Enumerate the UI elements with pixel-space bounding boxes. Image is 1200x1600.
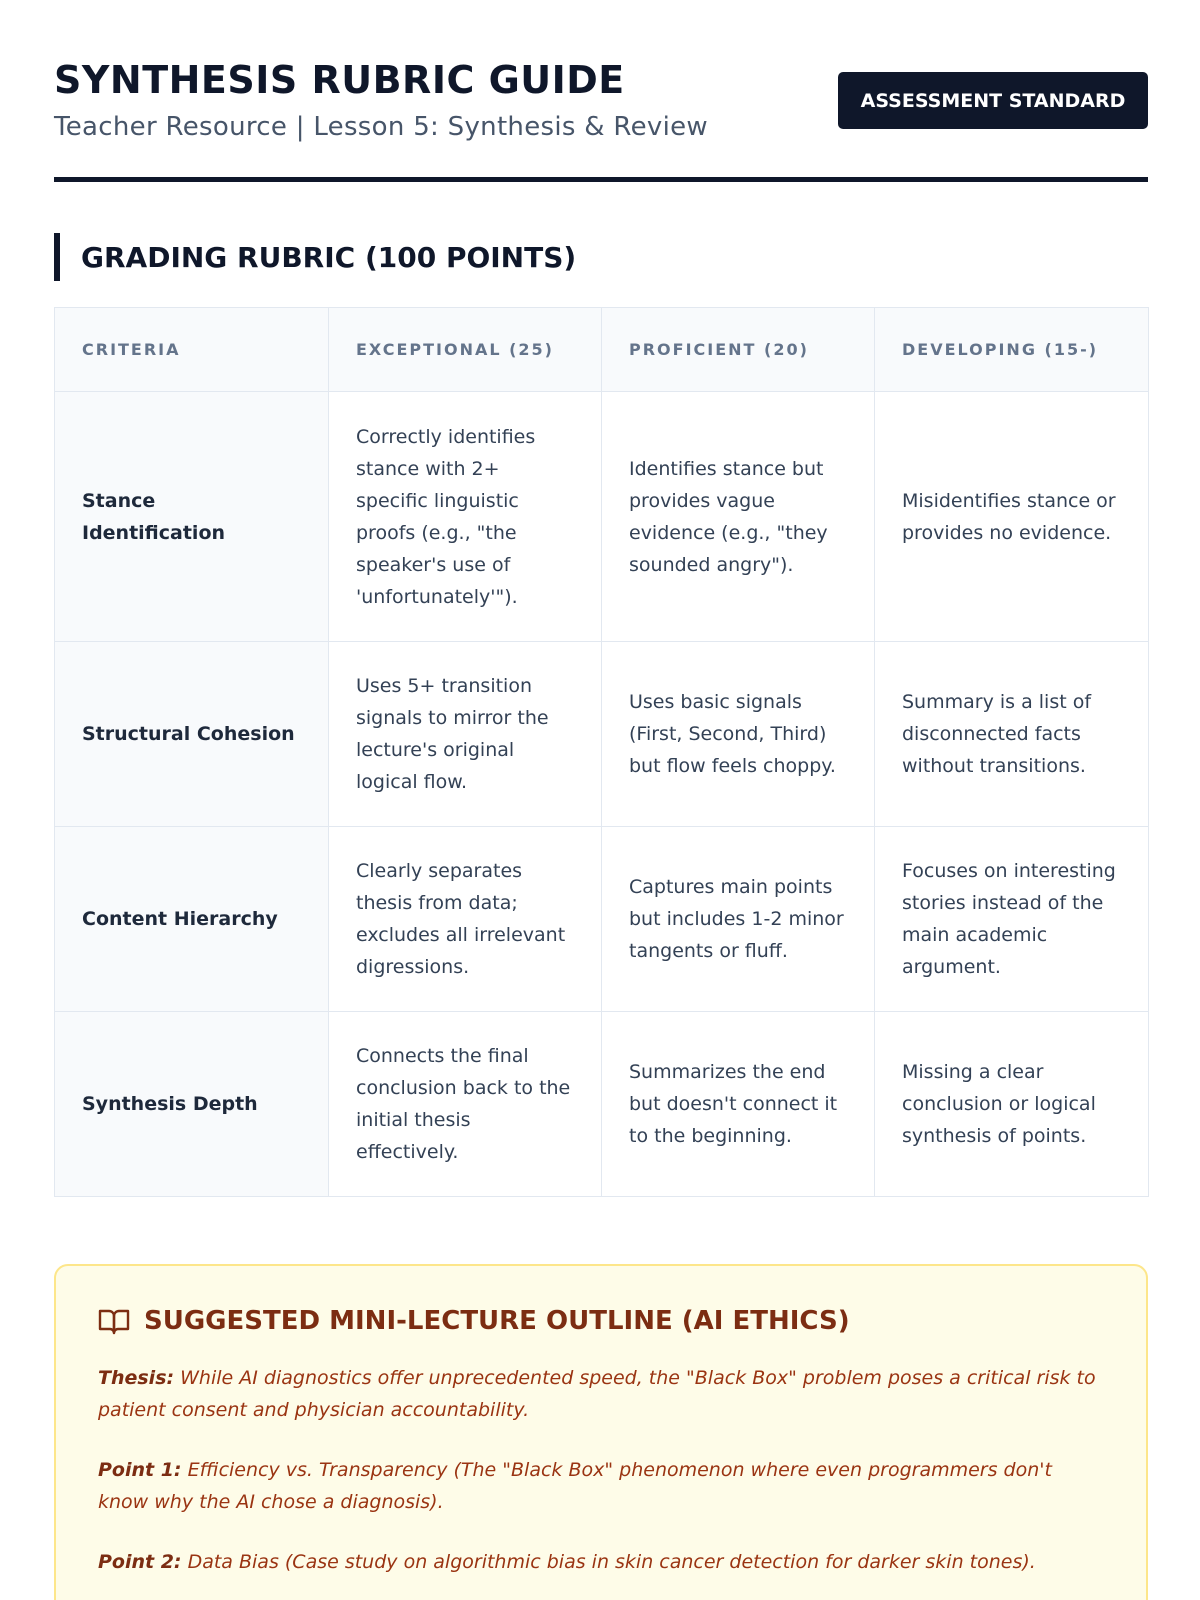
developing-cell: Missing a clear conclusion or logical synthesis of points. [875, 1012, 1149, 1197]
developing-cell: Focuses on interesting stories instead of the main academic argument. [875, 827, 1149, 1012]
outline-title: SUGGESTED MINI-LECTURE OUTLINE (AI ETHICS) [144, 1306, 850, 1336]
grading-rubric-table [54, 307, 1149, 1197]
column-header-criteria: CRITERIA [55, 308, 329, 392]
developing-cell: Summary is a list of disconnected facts without transitions. [875, 642, 1149, 827]
section-title: GRADING RUBRIC (100 POINTS) [81, 240, 577, 274]
table-row [55, 392, 1149, 642]
outline-item-label: Point 2: [98, 1551, 182, 1573]
outline-item-text: Data Bias (Case study on algorithmic bias in skin cancer detection for darker skin tones). [181, 1551, 1036, 1573]
developing-cell: Misidentifies stance or provides no evidence. [875, 392, 1149, 642]
proficient-cell: Identifies stance but provides vague evidence (e.g., "they sounded angry"). [602, 392, 875, 642]
outline-item-point-2 [98, 1546, 1106, 1578]
mini-lecture-outline-box [54, 1264, 1148, 1600]
rubric-section-heading [54, 233, 576, 281]
column-header-developing: DEVELOPING (15-) [875, 308, 1149, 392]
table-row [55, 642, 1149, 827]
assessment-standard-badge: ASSESSMENT STANDARD [838, 72, 1148, 129]
proficient-cell: Captures main points but includes 1-2 minor tangents or fluff. [602, 827, 875, 1012]
outline-item-label: Thesis: [98, 1367, 175, 1389]
criteria-cell: Content Hierarchy [55, 827, 329, 1012]
outline-item-point-1 [98, 1454, 1106, 1518]
exceptional-cell: Connects the final conclusion back to the initial thesis effectively. [329, 1012, 602, 1197]
criteria-cell: Structural Cohesion [55, 642, 329, 827]
exceptional-cell: Clearly separates thesis from data; excludes all irrelevant digressions. [329, 827, 602, 1012]
table-header-row [55, 308, 1149, 392]
column-header-exceptional: EXCEPTIONAL (25) [329, 308, 602, 392]
outline-item-thesis [98, 1362, 1106, 1426]
criteria-cell: Synthesis Depth [55, 1012, 329, 1197]
proficient-cell: Uses basic signals (First, Second, Third) but flow feels choppy. [602, 642, 875, 827]
table-row [55, 1012, 1149, 1197]
section-accent-bar [54, 233, 60, 281]
outline-item-text: While AI diagnostics offer unprecedented speed, the "Black Box" problem poses a critical risk to patient consent and physician accountability. [98, 1367, 1096, 1421]
table-row [55, 827, 1149, 1012]
outline-item-text: Efficiency vs. Transparency (The "Black Box" phenomenon where even programmers don't know why the AI chose a diagnosis). [98, 1459, 1052, 1513]
page [54, 0, 1148, 1573]
outline-heading [98, 1306, 1106, 1336]
proficient-cell: Summarizes the end but doesn't connect it to the beginning. [602, 1012, 875, 1197]
book-open-icon [98, 1307, 130, 1335]
column-header-proficient: PROFICIENT (20) [602, 308, 875, 392]
page-title: SYNTHESIS RUBRIC GUIDE [54, 58, 625, 102]
header [54, 0, 1148, 182]
outline-item-label: Point 1: [98, 1459, 182, 1481]
criteria-cell: Stance Identification [55, 392, 329, 642]
exceptional-cell: Uses 5+ transition signals to mirror the lecture's original logical flow. [329, 642, 602, 827]
exceptional-cell: Correctly identifies stance with 2+ specific linguistic proofs (e.g., "the speaker's use of 'unfortunately'"). [329, 392, 602, 642]
page-subtitle: Teacher Resource | Lesson 5: Synthesis & Review [54, 112, 708, 142]
